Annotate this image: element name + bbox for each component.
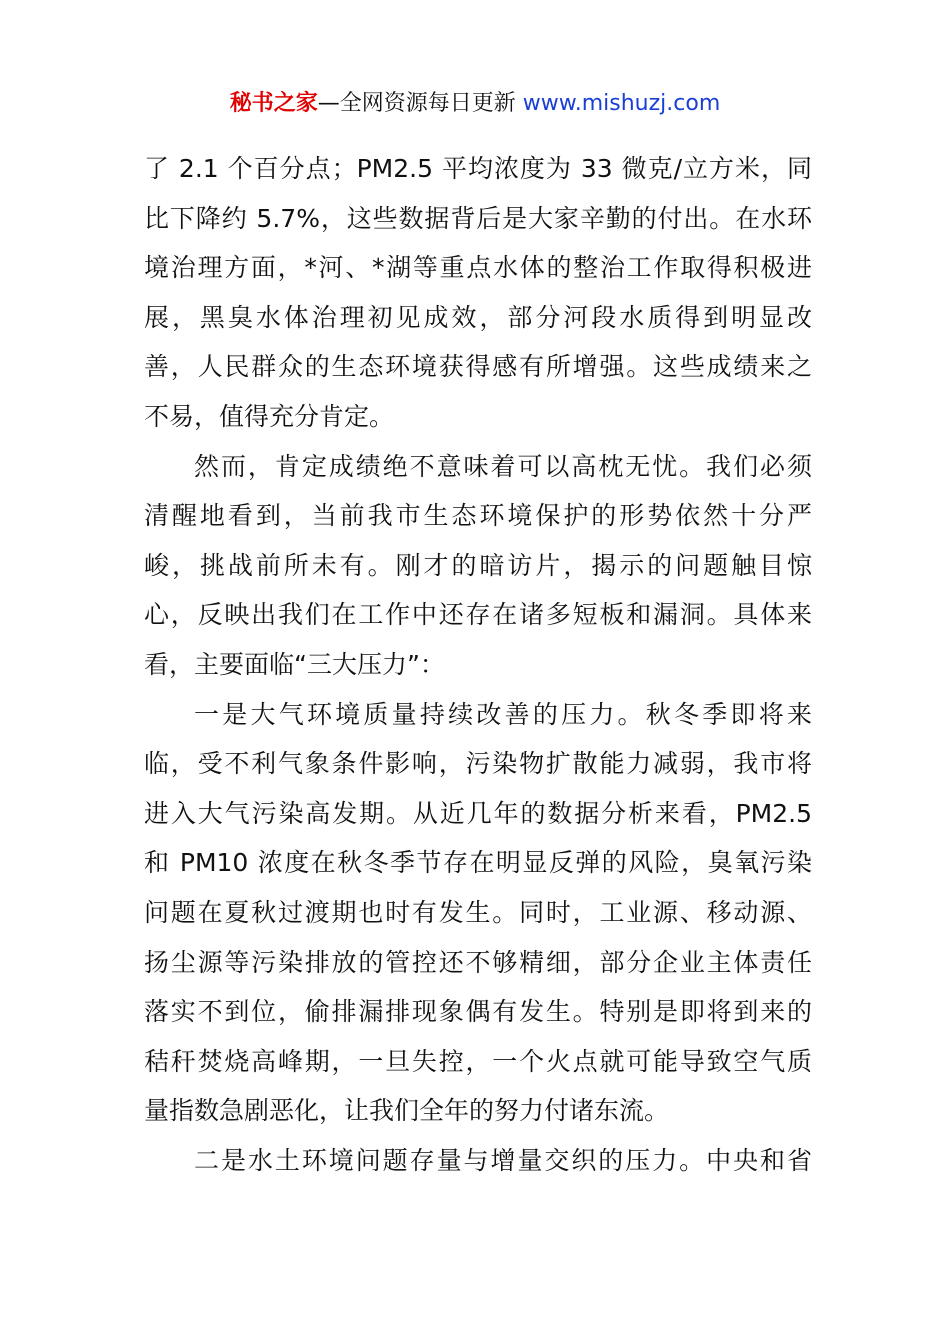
text-line: 境治理方面，*河、*湖等重点水体的整治工作取得积极进 — [144, 253, 812, 283]
text-line: 看，主要面临“三大压力”： — [144, 649, 445, 679]
text-line: 比下降约 5.7%，这些数据背后是大家辛勤的付出。在水环 — [144, 203, 812, 233]
text-line: 一是大气环境质量持续改善的压力。秋冬季即将来 — [194, 699, 812, 729]
text-line: 临，受不利气象条件影响，污染物扩散能力减弱，我市将 — [144, 749, 812, 779]
text-line: 清醒地看到，当前我市生态环境保护的形势依然十分严 — [144, 501, 812, 531]
site-slogan: —全网资源每日更新 — [317, 91, 516, 116]
text-line: 峻，挑战前所未有。刚才的暗访片，揭示的问题触目惊 — [144, 550, 812, 580]
site-url-link[interactable]: www.mishuzj.com — [522, 91, 721, 116]
site-brand: 秘书之家 — [229, 91, 318, 116]
document-body — [144, 144, 812, 1185]
text-line: 然而，肯定成绩绝不意味着可以高枕无忧。我们必须 — [194, 451, 812, 481]
text-line: 和 PM10 浓度在秋冬季节存在明显反弹的风险，臭氧污染 — [144, 848, 812, 878]
site-header — [0, 88, 950, 120]
text-line: 不易，值得充分肯定。 — [144, 401, 395, 431]
text-line: 问题在夏秋过渡期也时有发生。同时，工业源、移动源、 — [144, 897, 812, 927]
text-line: 善，人民群众的生态环境获得感有所增强。这些成绩来之 — [144, 352, 812, 382]
text-line: 进入大气污染高发期。从近几年的数据分析来看，PM2.5 — [144, 798, 812, 828]
text-line: 秸秆焚烧高峰期，一旦失控，一个火点就可能导致空气质 — [144, 1046, 812, 1076]
text-line: 二是水土环境问题存量与增量交织的压力。中央和省 — [194, 1145, 812, 1175]
text-line: 了 2.1 个百分点；PM2.5 平均浓度为 33 微克/立方米，同 — [144, 154, 812, 183]
text-line: 扬尘源等污染排放的管控还不够精细，部分企业主体责任 — [144, 947, 812, 977]
text-line: 量指数急剧恶化，让我们全年的努力付诸东流。 — [144, 1096, 670, 1126]
text-line: 展，黑臭水体治理初见成效，部分河段水质得到明显改 — [144, 302, 812, 332]
text-line: 心，反映出我们在工作中还存在诸多短板和漏洞。具体来 — [144, 600, 812, 630]
text-line: 落实不到位，偷排漏排现象偶有发生。特别是即将到来的 — [144, 997, 812, 1027]
